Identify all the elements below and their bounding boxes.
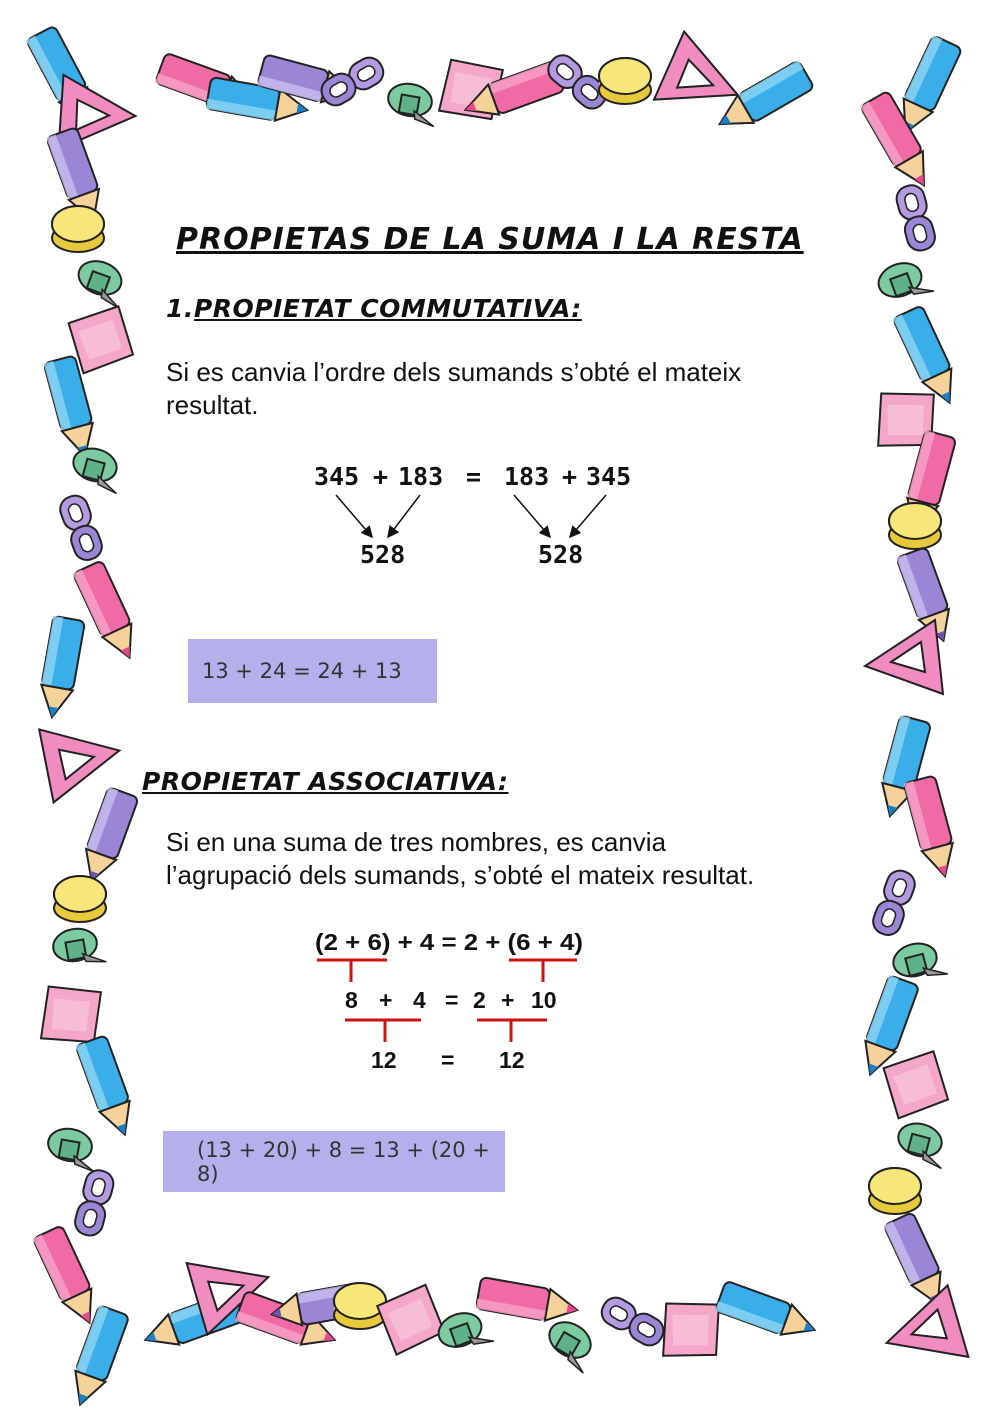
arrow — [388, 495, 420, 537]
commutative-heading-number: 1. — [166, 294, 194, 323]
row2-equals: = — [445, 987, 459, 1013]
row2-two: 2 — [473, 987, 486, 1013]
commutative-text-line2: resultat. — [166, 390, 259, 420]
commutative-diagram — [300, 455, 650, 580]
row3-twelve-right: 12 — [499, 1047, 525, 1073]
row2-four: 4 — [413, 987, 426, 1013]
associative-heading — [142, 767, 509, 796]
plus-sign-left: + — [373, 462, 389, 491]
addend-345-left: 345 — [314, 462, 360, 491]
associative-text-line2: l’agrupació dels sumands, s’obté el mateix resultat. — [166, 860, 755, 890]
bracket-2-plus-6 — [317, 960, 387, 982]
row3-twelve-left: 12 — [371, 1047, 397, 1073]
addend-183-left: 183 — [398, 462, 444, 491]
bottom-border — [140, 1250, 820, 1373]
result-left: 528 — [360, 540, 406, 569]
row2-ten: 10 — [531, 987, 557, 1013]
bracket-8-plus-4 — [345, 1020, 421, 1042]
commutative-answer-box[interactable] — [188, 639, 437, 703]
arrow — [570, 495, 606, 537]
result-right: 528 — [538, 540, 584, 569]
associative-answer-box[interactable] — [163, 1131, 505, 1192]
row2-eight: 8 — [345, 987, 358, 1013]
page-title: PROPIETAS DE LA SUMA I LA RESTA — [176, 222, 804, 257]
commutative-heading-text: PROPIETAT COMMUTATIVA: — [193, 294, 582, 323]
associative-text-line1: Si en una suma de tres nombres, es canvia — [166, 827, 667, 857]
equals-sign: = — [466, 462, 482, 491]
row2-plus-right: + — [501, 987, 515, 1013]
left-border — [26, 25, 144, 1410]
associative-heading-text: PROPIETAT ASSOCIATIVA: — [142, 767, 509, 796]
commutative-text — [166, 356, 741, 422]
associative-text — [166, 826, 754, 892]
addend-345-right: 345 — [586, 462, 632, 491]
right-border — [855, 35, 968, 1370]
addend-183-right: 183 — [504, 462, 550, 491]
row2-plus-left: + — [379, 987, 393, 1013]
commutative-heading — [166, 294, 582, 323]
row3-equals: = — [441, 1047, 455, 1073]
bracket-6-plus-4 — [509, 960, 577, 982]
associative-answer: (13 + 20) + 8 = 13 + (20 + 8) — [197, 1137, 490, 1186]
associative-diagram — [305, 922, 595, 1082]
arrow — [514, 495, 550, 537]
commutative-text-line1: Si es canvia l’ordre dels sumands s’obté el mateix — [166, 357, 742, 387]
associative-row1: (2 + 6) + 4 = 2 + (6 + 4) — [315, 929, 583, 955]
plus-sign-right: + — [562, 462, 578, 491]
arrow — [336, 495, 372, 537]
bracket-2-plus-10 — [477, 1020, 547, 1042]
commutative-answer: 13 + 24 = 24 + 13 — [202, 659, 402, 683]
top-border — [155, 32, 814, 138]
